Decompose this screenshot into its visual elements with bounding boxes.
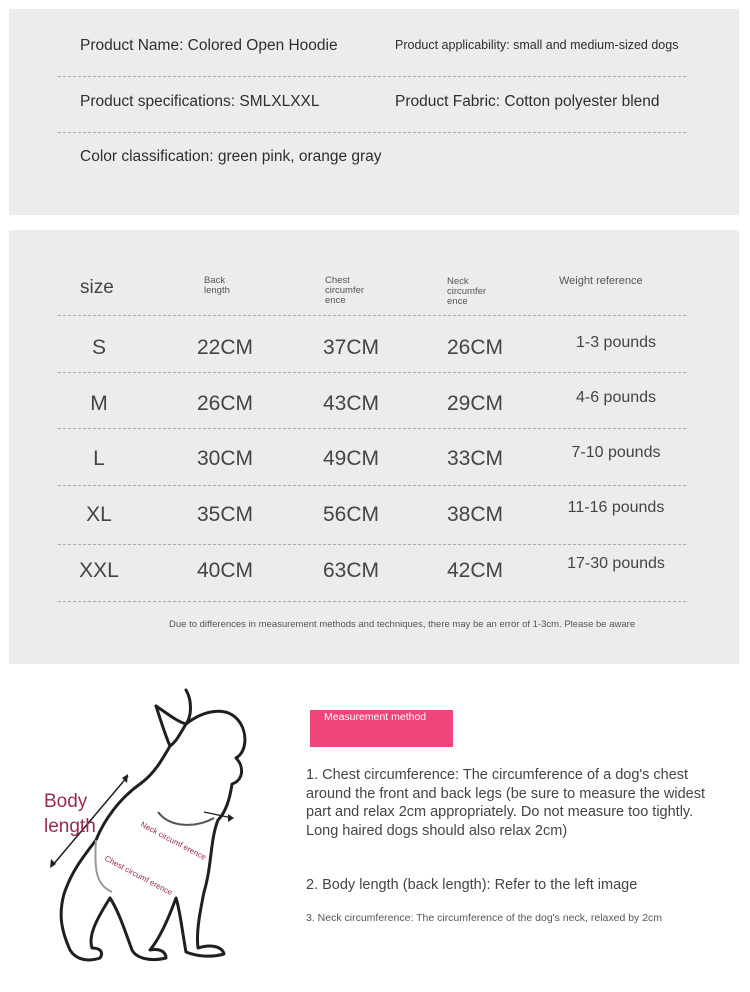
neck-cell: 29CM <box>447 392 504 415</box>
color-classification: Color classification: green pink, orange gray <box>80 148 382 165</box>
product-specifications: Product specifications: SMLXLXXL <box>80 93 320 110</box>
divider <box>58 76 686 77</box>
chest-cell: 56CM <box>323 503 380 526</box>
divider <box>58 601 686 602</box>
weight-cell: 1-3 pounds <box>575 334 657 351</box>
neck-circumference-label: Neck circumf erence <box>139 819 208 863</box>
chest-band-line <box>95 840 112 892</box>
divider <box>58 372 686 373</box>
neck-cell: 38CM <box>447 503 504 526</box>
chest-cell: 49CM <box>323 447 380 470</box>
weight-cell: 17-30 pounds <box>567 555 665 572</box>
body-label-line1: Body <box>44 791 88 812</box>
divider <box>58 485 686 486</box>
neck-cell: 33CM <box>447 447 504 470</box>
body-length-instruction: 2. Body length (back length): Refer to the left image <box>306 877 638 893</box>
neck-measurement-instruction: 3. Neck circumference: The circumference of the dog's neck, relaxed by 2cm <box>306 912 663 924</box>
back-length-cell: 22CM <box>197 336 254 359</box>
product-applicability: Product applicability: small and medium-sized dogs <box>395 38 679 52</box>
arrow-head-icon <box>50 859 56 868</box>
size-cell: L <box>93 447 105 470</box>
divider <box>58 428 686 429</box>
header-back-length: Back length <box>204 275 230 296</box>
product-name: Product Name: Colored Open Hoodie <box>80 37 338 54</box>
back-length-cell: 26CM <box>197 392 254 415</box>
body-label-line2: length <box>44 816 96 837</box>
back-length-cell: 40CM <box>197 559 254 582</box>
size-cell: XXL <box>79 559 119 582</box>
chest-cell: 63CM <box>323 559 380 582</box>
chest-circumference-label: Chest circumf erence <box>103 853 175 898</box>
chest-cell: 43CM <box>323 392 380 415</box>
size-cell: S <box>91 336 106 359</box>
arrow-head-icon <box>228 814 234 822</box>
weight-cell: 11-16 pounds <box>567 499 665 516</box>
weight-cell: 7-10 pounds <box>571 444 661 461</box>
size-cell: XL <box>86 503 112 526</box>
size-chart-panel <box>9 230 739 664</box>
weight-cell: 4-6 pounds <box>575 389 657 406</box>
header-chest-circumference: Chest circumfer ence <box>325 275 365 306</box>
back-length-cell: 30CM <box>197 447 254 470</box>
header-neck-circumference: Neck circumfer ence <box>447 276 487 307</box>
divider <box>58 132 686 133</box>
dog-measurement-diagram <box>0 680 300 992</box>
divider <box>58 544 686 545</box>
back-length-cell: 35CM <box>197 503 254 526</box>
collar-line <box>158 812 214 825</box>
divider <box>58 315 686 316</box>
product-info-panel <box>9 9 739 215</box>
measurement-error-note: Due to differences in measurement methods and techniques, there may be an error of 1-3cm. Please be aware <box>169 619 636 630</box>
neck-cell: 42CM <box>447 559 504 582</box>
neck-arrow <box>204 812 232 818</box>
chest-measurement-instruction: 1. Chest circumference: The circumference of a dog's chest around the front and back legs (be sure to measure the widest part and relax 2cm appropriately. Do not measure too tightly. Long haired dogs should also relax 2cm) <box>306 767 705 839</box>
product-fabric: Product Fabric: Cotton polyester blend <box>395 93 660 110</box>
header-weight-reference: Weight reference <box>559 275 643 287</box>
chest-cell: 37CM <box>323 336 380 359</box>
header-size: size <box>80 277 114 298</box>
size-cell: M <box>90 392 108 415</box>
measurement-method-badge: Measurement method <box>310 710 453 747</box>
neck-cell: 26CM <box>447 336 504 359</box>
